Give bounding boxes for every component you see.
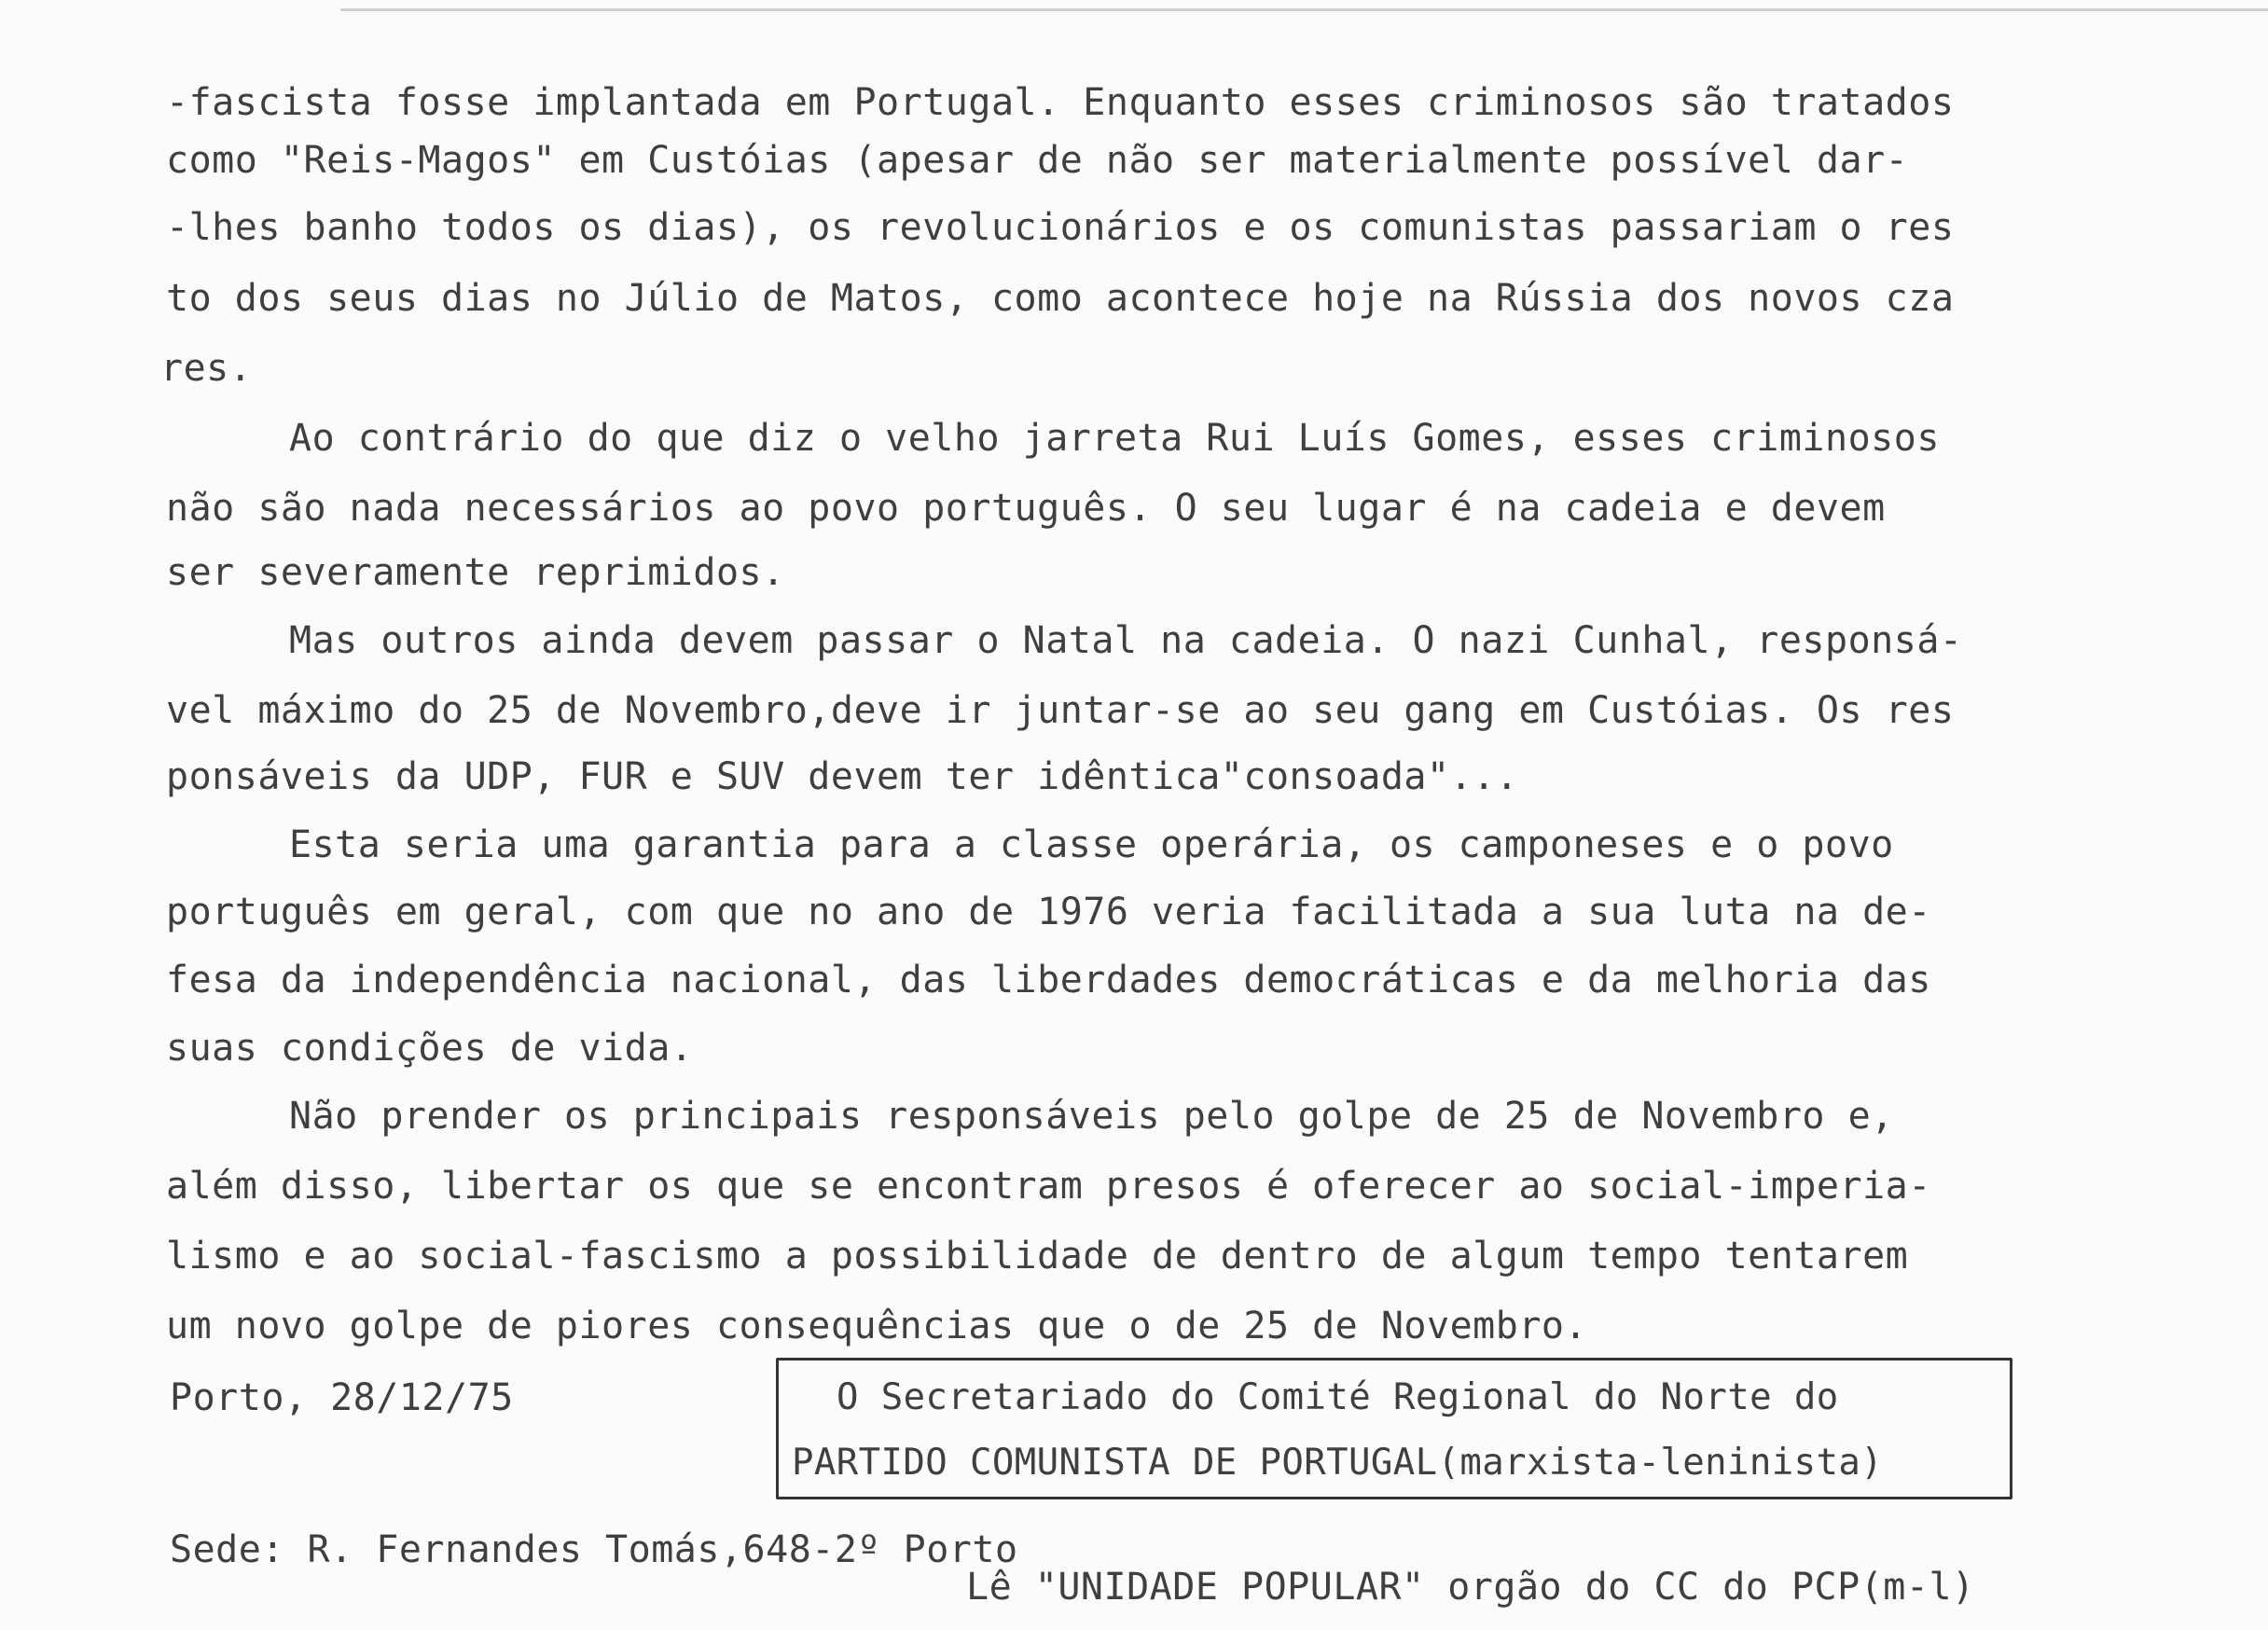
body-line: português em geral, com que no ano de 1976 veria facilitada a sua luta na de- (166, 891, 1931, 933)
body-line: como "Reis-Magos" em Custóias (apesar de não ser materialmente possível dar- (166, 139, 1909, 182)
body-line: lismo e ao social-fascismo a possibilidade de dentro de algum tempo tentarem (166, 1235, 1909, 1278)
body-line: um novo golpe de piores consequências que o de 25 de Novembro. (166, 1305, 1588, 1347)
body-line: res. (160, 347, 253, 390)
body-line: to dos seus dias no Júlio de Matos, como acontece hoje na Rússia dos novos cza (166, 277, 1955, 320)
body-line: -fascista fosse implantada em Portugal. Enquanto esses criminosos são tratados (166, 81, 1955, 124)
body-line: Mas outros ainda devem passar o Natal na cadeia. O nazi Cunhal, responsá- (289, 619, 1963, 662)
body-line: Esta seria uma garantia para a classe operária, os camponeses e o povo (289, 823, 1894, 866)
body-line: Ao contrário do que diz o velho jarreta Rui Luís Gomes, esses criminosos (289, 417, 1940, 460)
place-date: Porto, 28/12/75 (170, 1376, 514, 1419)
body-line: -lhes banho todos os dias), os revolucionários e os comunistas passariam o res (166, 206, 1955, 249)
body-line: vel máximo do 25 de Novembro,deve ir juntar-se ao seu gang em Custóias. Os res (166, 689, 1955, 732)
signature-line-2: PARTIDO COMUNISTA DE PORTUGAL(marxista-leninista) (792, 1442, 1884, 1484)
body-line: ser severamente reprimidos. (166, 551, 785, 594)
signature-line-1: O Secretariado do Comité Regional do Norte do (837, 1376, 1839, 1418)
address-line: Sede: R. Fernandes Tomás,648-2º Porto (170, 1528, 1018, 1571)
body-line: fesa da independência nacional, das liberdades democráticas e da melhoria das (166, 959, 1931, 1001)
body-line: Não prender os principais responsáveis pelo golpe de 25 de Novembro e, (289, 1095, 1894, 1138)
body-line: suas condições de vida. (166, 1027, 694, 1070)
body-line: não são nada necessários ao povo português. O seu lugar é na cadeia e devem (166, 487, 1886, 530)
newspaper-note: Lê "UNIDADE POPULAR" orgão do CC do PCP(m-l) (966, 1566, 1975, 1609)
signature-box (776, 1358, 2012, 1499)
body-line: além disso, libertar os que se encontram presos é oferecer ao social-imperia- (166, 1165, 1931, 1208)
body-line: ponsáveis da UDP, FUR e SUV devem ter idêntica"consoada"... (166, 755, 1519, 798)
